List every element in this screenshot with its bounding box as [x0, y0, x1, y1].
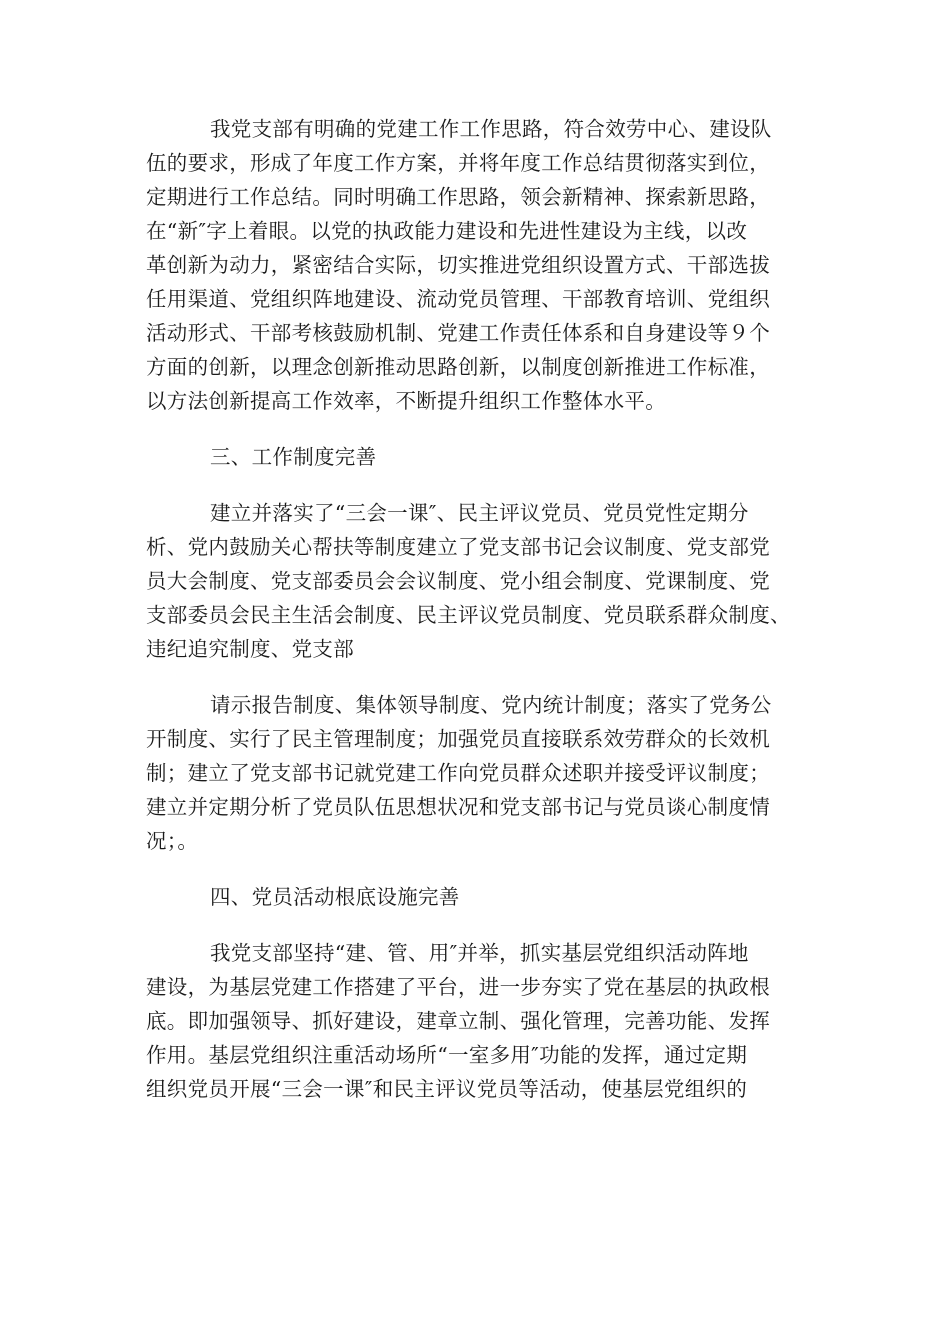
- paragraph-facilities: [146, 936, 810, 1106]
- text-line: 方面的创新，以理念创新推动思路创新，以制度创新推进工作标准，: [146, 355, 770, 379]
- text-line: 以方法创新提高工作效率，不断提升组织工作整体水平。: [146, 389, 666, 413]
- text-line: 伍的要求，形成了年度工作方案，并将年度工作总结贯彻落实到位，: [146, 151, 770, 175]
- text-line: 建立并落实了“三会一课″、民主评议党员、党员党性定期分: [210, 501, 749, 525]
- section-heading-4: [146, 880, 810, 914]
- paragraph-ideas: [146, 112, 810, 418]
- text-line: 底。即加强领导、抓好建设，建章立制、强化管理，完善功能、发挥: [146, 1009, 770, 1033]
- text-line: 建设，为基层党建工作搭建了平台，进一步夯实了党在基层的执政根: [146, 975, 770, 999]
- heading-text: 三、工作制度完善: [210, 445, 377, 469]
- text-line: 定期进行工作总结。同时明确工作思路，领会新精神、探索新思路，: [146, 185, 770, 209]
- text-line: 建立并定期分析了党员队伍思想状况和党支部书记与党员谈心制度情: [146, 795, 770, 819]
- text-line: 我党支部有明确的党建工作工作思路，符合效劳中心、建设队: [210, 117, 772, 141]
- text-line: 作用。基层党组织注重活动场所“一室多用″功能的发挥，通过定期: [146, 1043, 748, 1067]
- paragraph-systems: [146, 496, 810, 666]
- text-line: 支部委员会民主生活会制度、民主评议党员制度、党员联系群众制度、: [146, 603, 791, 627]
- text-line: 在“新″字上着眼。以党的执政能力建设和先进性建设为主线，以改: [146, 219, 748, 243]
- text-line: 活动形式、干部考核鼓励机制、党建工作责任体系和自身建设等９个: [146, 321, 770, 345]
- text-line: 员大会制度、党支部委员会会议制度、党小组会制度、党课制度、党: [146, 569, 770, 593]
- text-line: 制；建立了党支部书记就党建工作向党员群众述职并接受评议制度；: [146, 761, 770, 785]
- text-line: 请示报告制度、集体领导制度、党内统计制度；落实了党务公: [210, 693, 772, 717]
- text-line: 析、党内鼓励关心帮扶等制度建立了党支部书记会议制度、党支部党: [146, 535, 770, 559]
- text-line: 况；。: [146, 829, 199, 853]
- text-line: 违纪追究制度、党支部: [146, 637, 354, 661]
- text-line: 组织党员开展“三会一课″和民主评议党员等活动，使基层党组织的: [146, 1077, 748, 1101]
- text-line: 革创新为动力，紧密结合实际，切实推进党组织设置方式、干部选拔: [146, 253, 770, 277]
- document-page: [146, 112, 810, 1106]
- text-line: 我党支部坚持“建、管、用″并举，抓实基层党组织活动阵地: [210, 941, 749, 965]
- heading-text: 四、党员活动根底设施完善: [210, 885, 460, 909]
- text-line: 任用渠道、党组织阵地建设、流动党员管理、干部教育培训、党组织: [146, 287, 770, 311]
- paragraph-reporting: [146, 688, 810, 858]
- section-heading-3: [146, 440, 810, 474]
- text-line: 开制度、实行了民主管理制度；加强党员直接联系效劳群众的长效机: [146, 727, 770, 751]
